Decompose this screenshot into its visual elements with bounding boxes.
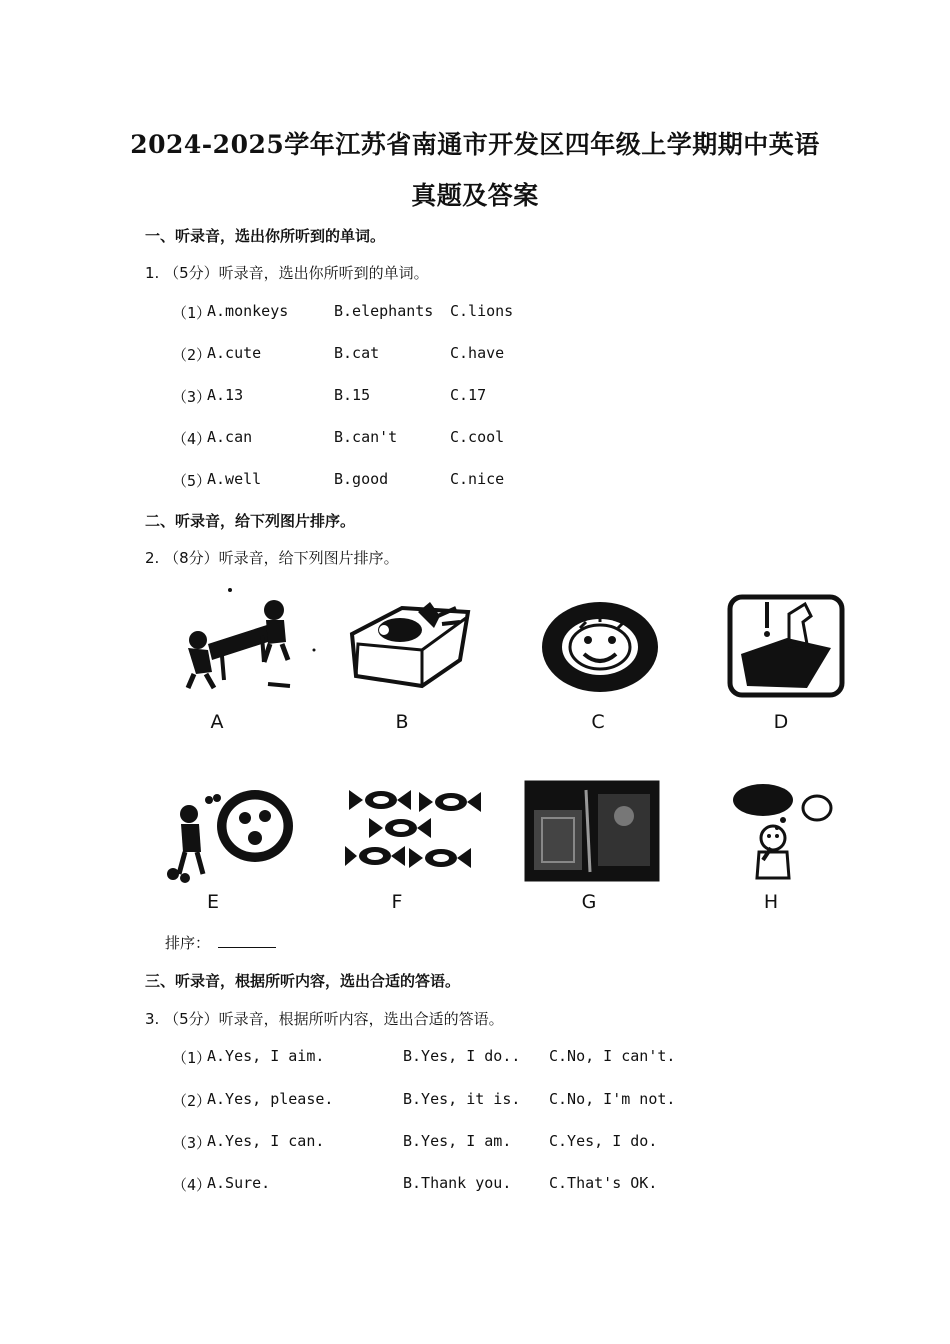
picture-label-f: F [391,891,403,913]
option-c: C.17 [450,386,487,404]
option-a: A.Yes, I aim. [207,1047,325,1065]
option-a: A.13 [207,386,244,404]
section-heading-1: 一、听录音，选出你所听到的单词。 [145,227,386,245]
option-a: A.well [207,470,262,488]
option-c: C.That's OK. [549,1174,658,1192]
picture-e-person [165,786,297,886]
picture-h-child-thinking [723,778,835,882]
item-number: （2） [172,346,212,364]
option-b: B.Thank you. [403,1174,512,1192]
picture-b-box [348,598,472,692]
option-c: C.nice [450,470,505,488]
question-1-prompt: 1. （5分）听录音，选出你所听到的单词。 [145,264,429,282]
item-number: （3） [172,388,212,406]
picture-c-cake [540,600,660,694]
question-3-prompt: 3. （5分）听录音，根据所听内容，选出合适的答语。 [145,1010,504,1028]
picture-label-h: H [763,891,779,913]
order-blank[interactable] [218,933,276,948]
picture-f-candies [345,784,485,880]
picture-label-g: G [581,891,597,913]
picture-label-b: B [395,711,409,733]
section-heading-2: 二、听录音，给下列图片排序。 [145,512,356,530]
document-title-line1: 2024-2025学年江苏省南通市开发区四年级上学期期中英语 [130,130,820,159]
option-b: B.elephants [334,302,434,320]
option-c: C.have [450,344,505,362]
order-answer-line [165,932,276,953]
option-b: B.Yes, I do.. [403,1047,521,1065]
item-number: （4） [172,1176,212,1194]
item-number: （2） [172,1092,212,1110]
option-a: A.can [207,428,253,446]
item-number: （3） [172,1134,212,1152]
picture-label-a: A [210,711,224,733]
option-a: A.Sure. [207,1174,271,1192]
option-c: C.No, I'm not. [549,1090,676,1108]
option-c: C.lions [450,302,514,320]
option-a: A.Yes, I can. [207,1132,325,1150]
option-a: A.monkeys [207,302,289,320]
question-2-prompt: 2. （8分）听录音，给下列图片排序。 [145,549,399,567]
item-number: （1） [172,304,212,322]
picture-g-scene [524,780,660,882]
option-b: B.cat [334,344,380,362]
option-a: A.cute [207,344,262,362]
option-b: B.Yes, I am. [403,1132,512,1150]
picture-label-c: C [591,711,605,733]
picture-label-e: E [206,891,219,913]
picture-a-ping-pong [178,588,318,696]
option-b: B.can't [334,428,398,446]
option-c: C.Yes, I do. [549,1132,658,1150]
picture-label-d: D [773,711,789,733]
option-c: C.cool [450,428,505,446]
item-number: （4） [172,430,212,448]
document-title-line2: 真题及答案 [411,181,539,210]
item-number: （1） [172,1049,212,1067]
option-c: C.No, I can't. [549,1047,676,1065]
section-heading-3: 三、听录音，根据所听内容，选出合适的答语。 [145,972,461,990]
option-b: B.15 [334,386,371,404]
option-b: B.Yes, it is. [403,1090,521,1108]
item-number: （5） [172,472,212,490]
picture-d-framed-animal [727,594,845,698]
order-label: 排序： [165,934,211,952]
option-a: A.Yes, please. [207,1090,334,1108]
option-b: B.good [334,470,389,488]
